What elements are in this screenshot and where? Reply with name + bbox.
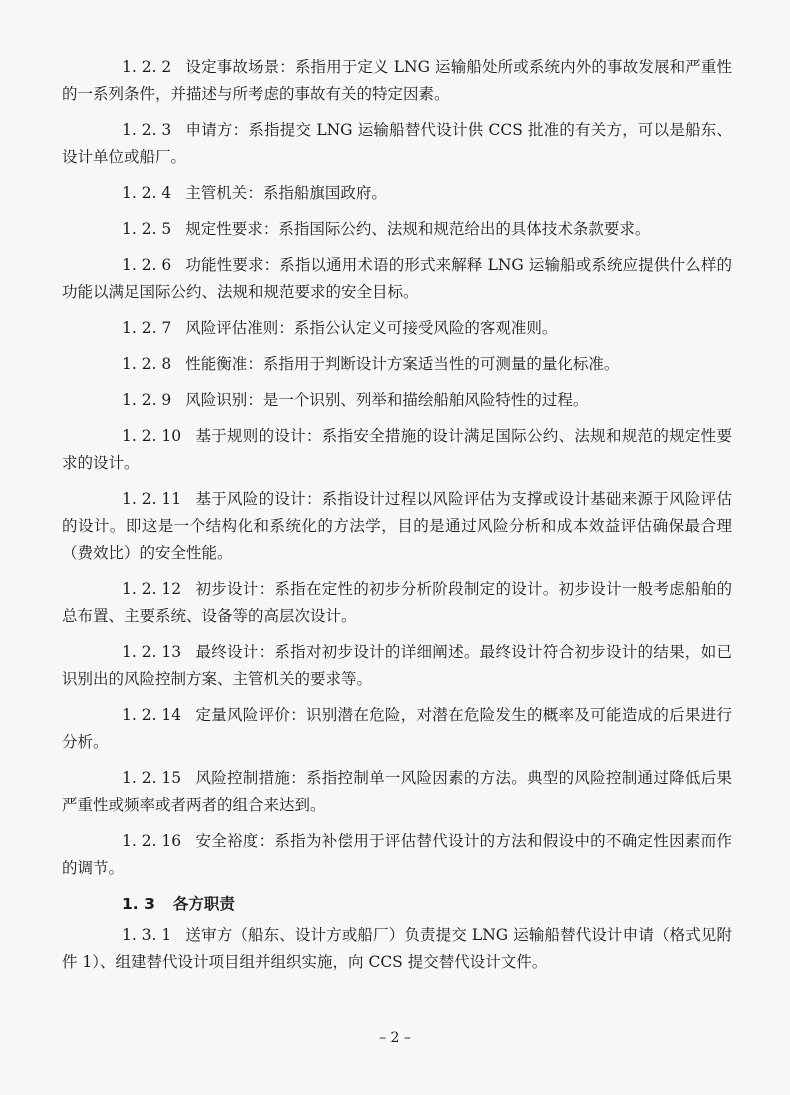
clause-text: 送审方（船东、设计方或船厂）负责提交 LNG 运输船替代设计申请（格式见附件 1）、组建替代设计项目组并组织实施，向 CCS 提交替代设计文件。 <box>62 926 732 971</box>
clause-term: 基于规则的设计 <box>195 427 306 445</box>
clause-term: 基于风险的设计 <box>195 490 306 508</box>
clause-number: 1. 2. 16 <box>122 832 182 850</box>
clause-paragraph <box>62 423 732 477</box>
clause-text: ：系指用于判断设计方案适当性的可测量的量化标准。 <box>247 355 620 373</box>
clause-text: ：系指对初步设计的详细阐述。最终设计符合初步设计的结果，如已识别出的风险控制方案、主管机关的要求等。 <box>62 643 732 688</box>
clause-term: 主管机关 <box>185 184 248 202</box>
clause-term: 风险控制措施 <box>195 769 291 787</box>
clause-number: 1. 2. 14 <box>122 706 182 724</box>
clause-term: 规定性要求 <box>185 220 263 238</box>
clause-paragraph <box>62 702 732 756</box>
clause-text: ：系指控制单一风险因素的方法。典型的风险控制通过降低后果严重性或频率或者两者的组合来达到。 <box>62 769 732 814</box>
clause-text: ：系指船旗国政府。 <box>247 184 387 202</box>
clause-term: 风险识别 <box>185 391 248 409</box>
clause-paragraph <box>62 315 732 342</box>
clause-paragraph <box>62 486 732 567</box>
clause-text: ：系指国际公约、法规和规范给出的具体技术条款要求。 <box>262 220 651 238</box>
clause-text: ：系指以通用术语的形式来解释 LNG 运输船或系统应提供什么样的功能以满足国际公约、法规和规范要求的安全目标。 <box>62 256 732 301</box>
clause-number: 1. 2. 10 <box>122 427 182 445</box>
clause-paragraph <box>62 765 732 819</box>
section-heading <box>62 891 732 918</box>
clause-text: ：系指为补偿用于评估替代设计的方法和假设中的不确定性因素而作的调节。 <box>62 832 732 877</box>
clause-number: 1. 2. 7 <box>122 319 172 337</box>
clause-number: 1. 2. 12 <box>122 580 182 598</box>
clause-paragraph <box>62 576 732 630</box>
clause-term: 安全裕度 <box>195 832 259 850</box>
clause-paragraph <box>62 117 732 171</box>
clause-term: 申请方 <box>185 121 233 139</box>
clause-number: 1. 3. 1 <box>122 926 172 944</box>
clause-term: 定量风险评价 <box>195 706 291 724</box>
clause-paragraph <box>62 828 732 882</box>
clause-text: ：识别潜在危险，对潜在危险发生的概率及可能造成的后果进行分析。 <box>62 706 732 751</box>
definitions-list <box>62 54 732 882</box>
clause-number: 1. 2. 4 <box>122 184 172 202</box>
clause-number: 1. 2. 9 <box>122 391 172 409</box>
clause-number: 1. 2. 13 <box>122 643 182 661</box>
clause-number: 1. 2. 5 <box>122 220 172 238</box>
clause-text: ：系指在定性的初步分析阶段制定的设计。初步设计一般考虑船舶的总布置、主要系统、设备等的高层次设计。 <box>62 580 732 625</box>
clause-paragraph <box>62 180 732 207</box>
clause-text: ：系指用于定义 LNG 运输船处所或系统内外的事故发展和严重性的一系列条件，并描述与所考虑的事故有关的特定因素。 <box>62 58 732 103</box>
clause-term: 最终设计 <box>195 643 259 661</box>
section-number: 1. 3 <box>122 895 155 913</box>
clause-paragraph <box>62 252 732 306</box>
clause-term: 功能性要求 <box>185 256 264 274</box>
page-number: – 2 – <box>379 1030 411 1046</box>
clause-term: 设定事故场景 <box>185 58 280 76</box>
clause-paragraph <box>62 351 732 378</box>
clause-paragraph <box>62 54 732 108</box>
clause-number: 1. 2. 11 <box>122 490 182 508</box>
clause-term: 风险评估准则 <box>185 319 279 337</box>
clause-text: ：系指设计过程以风险评估为支撑或设计基础来源于风险评估的设计。即这是一个结构化和系统化的方法学，目的是通过风险分析和成本效益评估确保最合理（费效比）的安全性能。 <box>62 490 732 562</box>
clause-paragraph <box>62 639 732 693</box>
clause-text: ：系指提交 LNG 运输船替代设计供 CCS 批准的有关方，可以是船东、设计单位或船厂。 <box>62 121 732 166</box>
clause-number: 1. 2. 2 <box>122 58 172 76</box>
clause-text: ：系指安全措施的设计满足国际公约、法规和规范的规定性要求的设计。 <box>62 427 732 472</box>
section-paragraphs <box>62 922 732 976</box>
clause-paragraph <box>62 922 732 976</box>
clause-text: ：系指公认定义可接受风险的客观准则。 <box>278 319 558 337</box>
clause-term: 性能衡准 <box>185 355 248 373</box>
section-title: 各方职责 <box>172 895 235 913</box>
clause-number: 1. 2. 8 <box>122 355 172 373</box>
clause-text: ：是一个识别、列举和描绘船舶风险特性的过程。 <box>247 391 589 409</box>
clause-number: 1. 2. 3 <box>122 121 172 139</box>
clause-number: 1. 2. 15 <box>122 769 182 787</box>
clause-number: 1. 2. 6 <box>122 256 172 274</box>
clause-paragraph <box>62 387 732 414</box>
clause-paragraph <box>62 216 732 243</box>
clause-term: 初步设计 <box>195 580 259 598</box>
